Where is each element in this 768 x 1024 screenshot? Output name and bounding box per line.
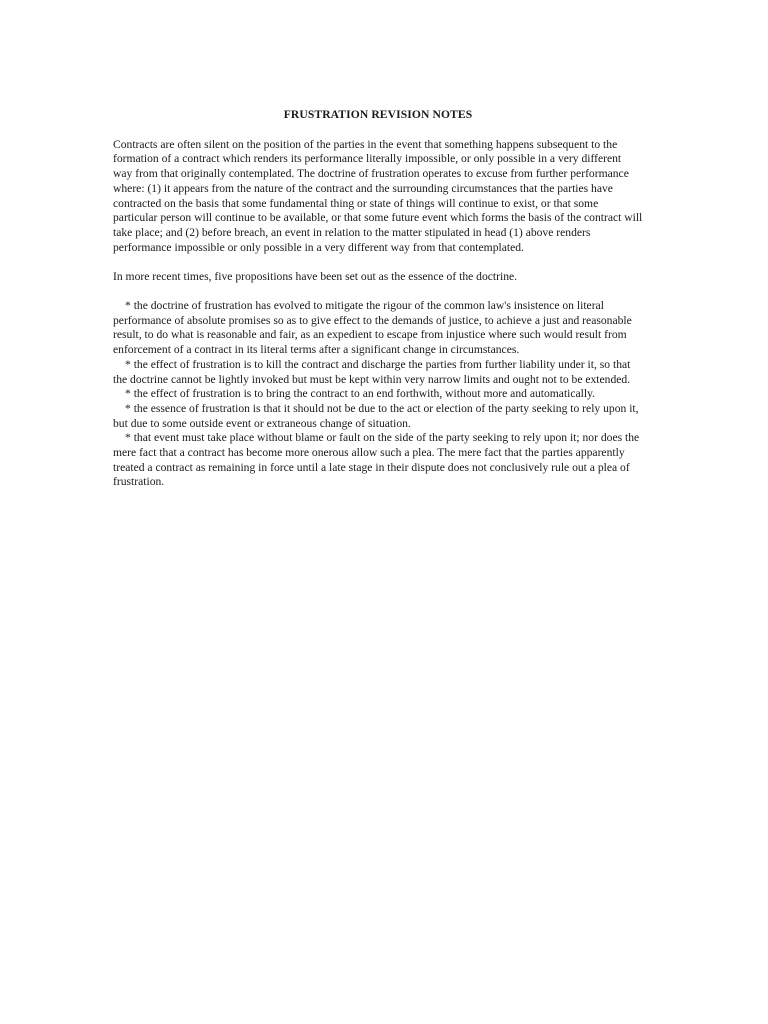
propositions-list: [113, 299, 643, 490]
propositions-intro: In more recent times, five propositions have been set out as the essence of the doctrine.: [113, 270, 518, 284]
proposition-item: * the effect of frustration is to kill the contract and discharge the parties from further liability under it, so that the doctrine cannot be lightly invoked but must be kept within very narrow limits and ought not to be extended.: [113, 357, 631, 386]
intro-paragraph: Contracts are often silent on the position of the parties in the event that something happens subsequent to the formation of a contract which renders its performance literally impossible, or only possible in a very different way from that originally contemplated. The doctrine of frustration operates to excuse from further performance where: (1) it appears from the nature of the contract and the surrounding circumstances that the parties have contracted on the basis that some fundamental thing or state of things will continue to exist, or that some particular person will continue to be available, or that some future event which forms the basis of the contract will take place; and (2) before breach, an event in relation to the matter stipulated in head (1) above renders performance impossible or only possible in a very different way from that contemplated.: [113, 137, 643, 254]
document-title: FRUSTRATION REVISION NOTES: [283, 108, 473, 121]
proposition-item: * the effect of frustration is to bring the contract to an end forthwith, without more and automatically.: [125, 387, 596, 401]
proposition-item: * that event must take place without blame or fault on the side of the party seeking to rely upon it; nor does the mere fact that a contract has become more onerous allow such a plea. The mere fact that the parties apparently treated a contract as remaining in force until a late stage in their dispute does not conclusively rule out a plea of frustration.: [113, 431, 640, 489]
document-body: [113, 108, 643, 490]
proposition-item: * the essence of frustration is that it should not be due to the act or election of the party seeking to rely upon it, but due to some outside event or extraneous change of situation.: [113, 401, 639, 430]
proposition-item: * the doctrine of frustration has evolved to mitigate the rigour of the common law's insistence on literal performance of absolute promises so as to give effect to the demands of justice, to achieve a just and reasonable result, to do what is reasonable and fair, as an expedient to escape from injustice where such would result from enforcement of a contract in its literal terms after a significant change in circumstances.: [113, 299, 632, 357]
